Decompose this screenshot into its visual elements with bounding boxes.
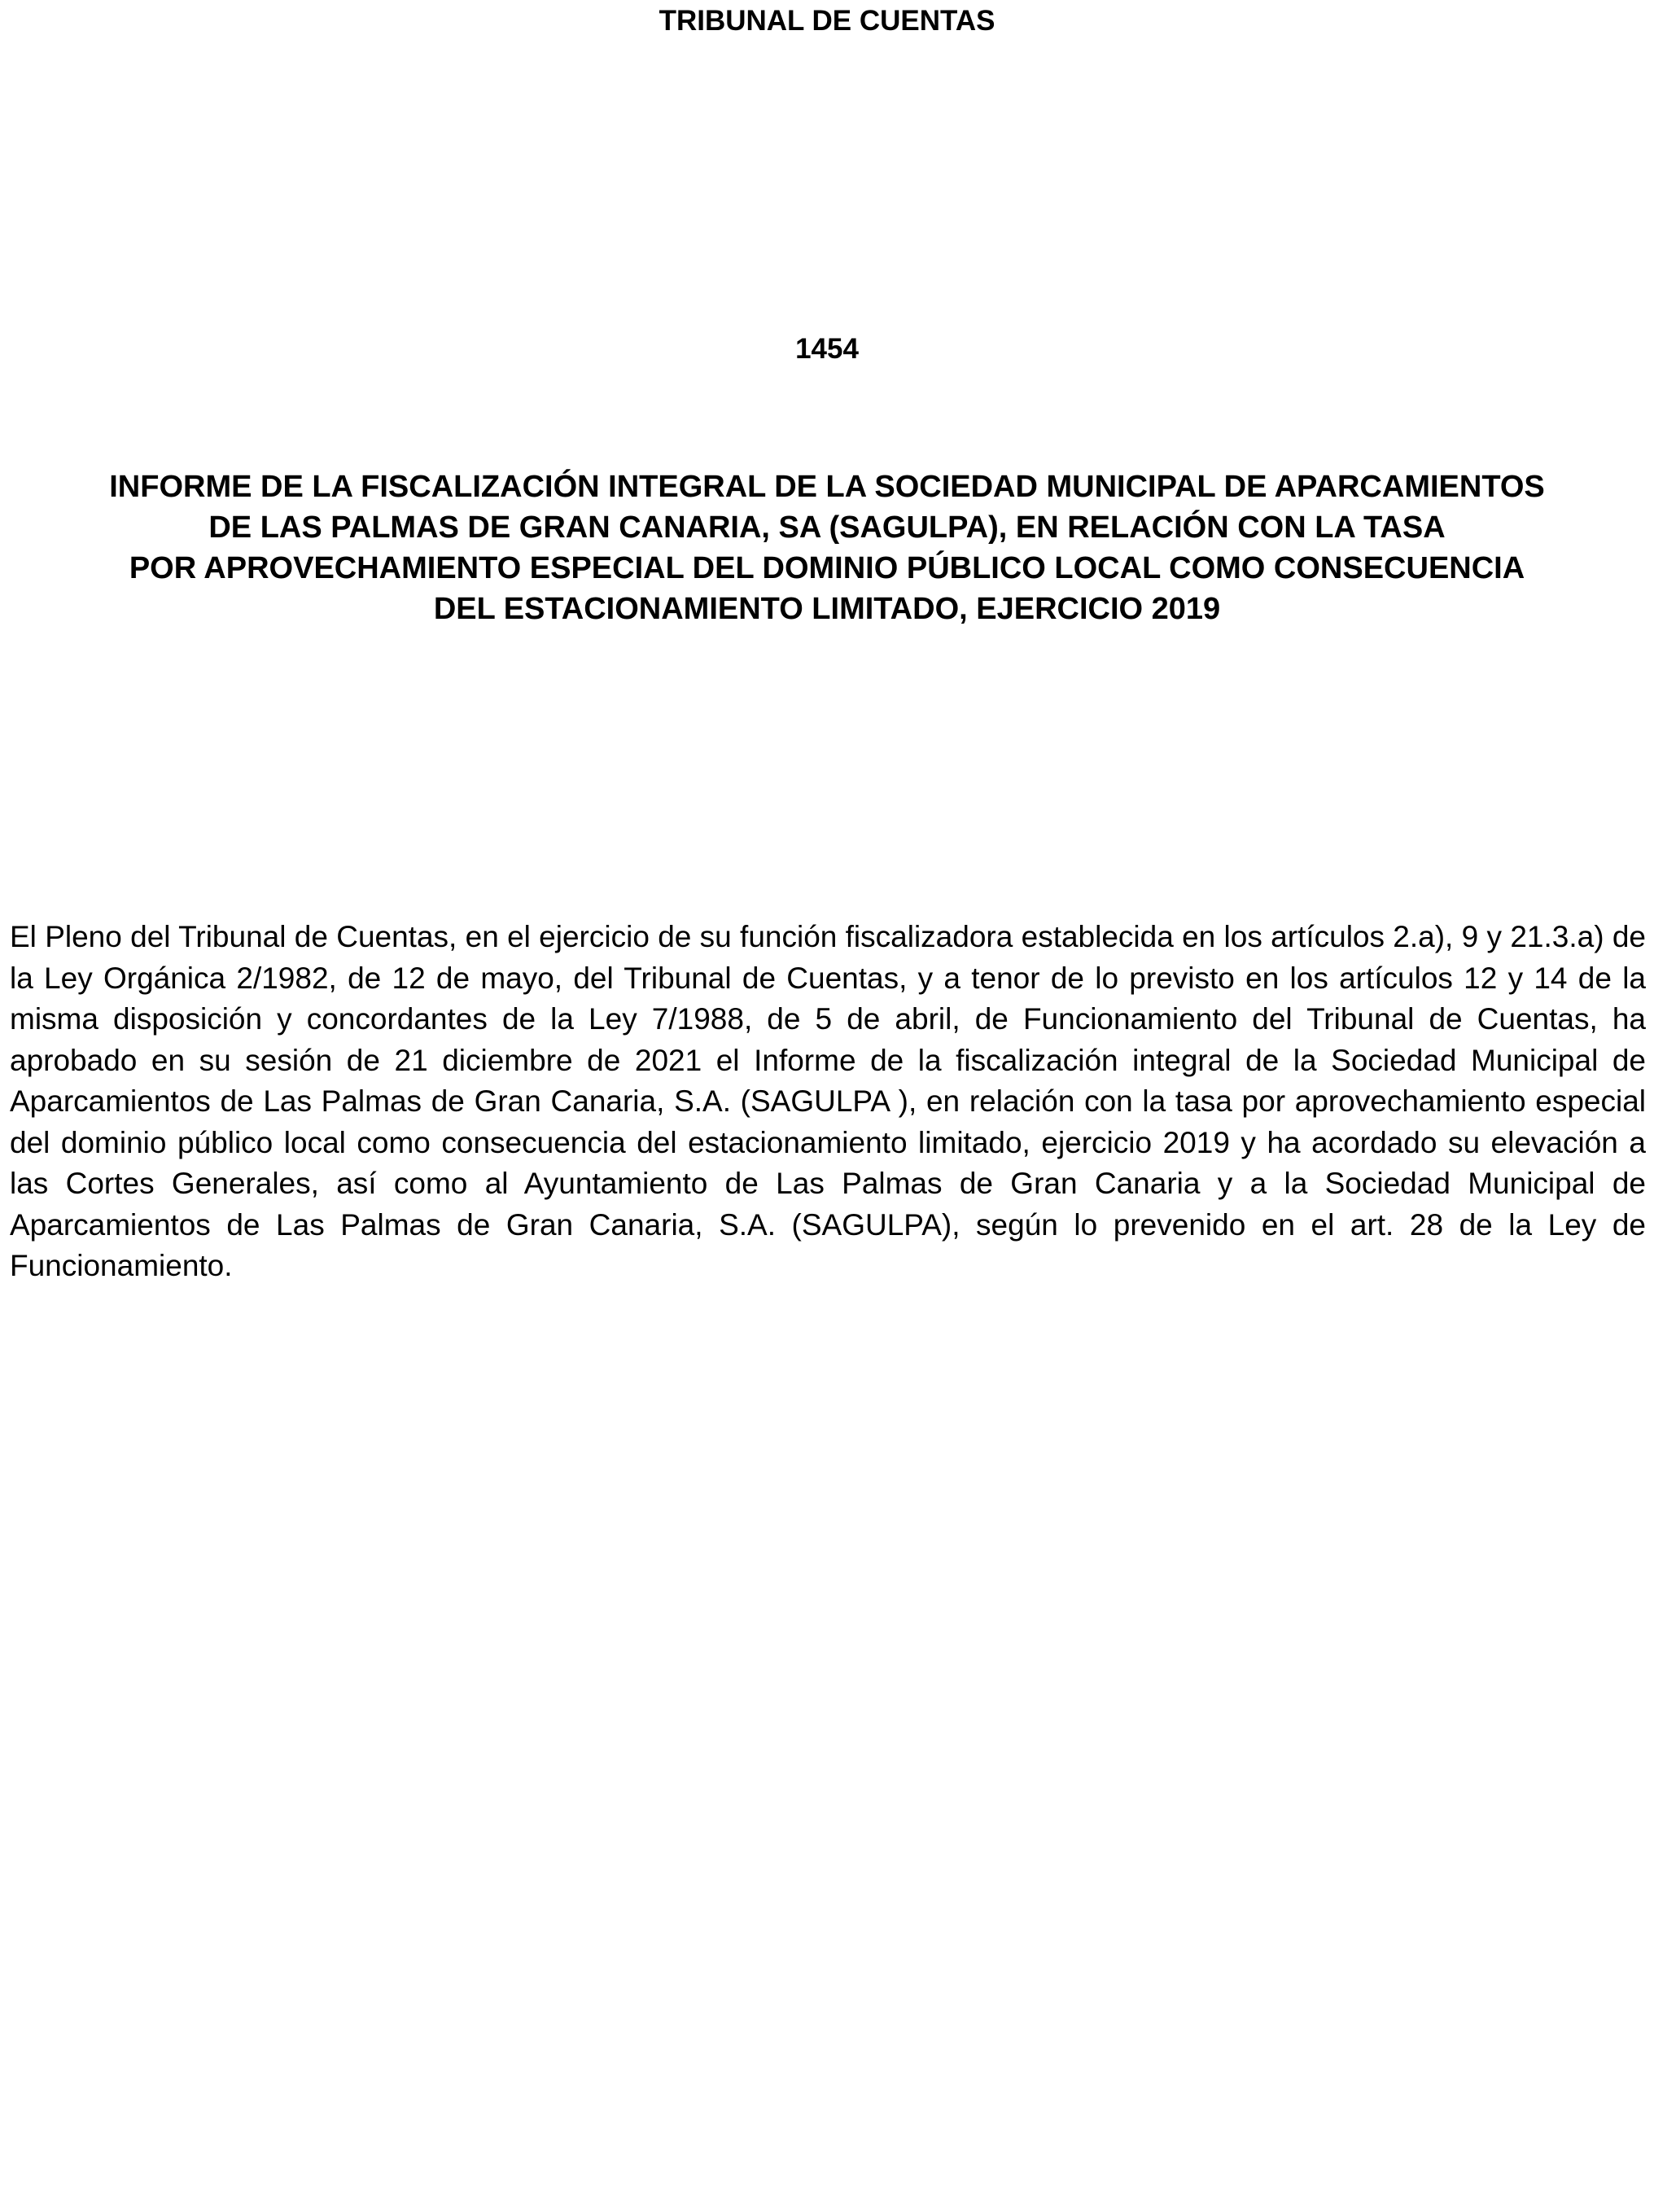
resolution-paragraph: El Pleno del Tribunal de Cuentas, en el ejercicio de su función fiscalizadora establecida en los artículos 2.a), 9 y 21.3.a) de la Ley Orgánica 2/1982, de 12 de mayo, del Tribunal de Cuentas, y a tenor de lo previsto en los artículos 12 y 14 de la misma disposición y concordantes de la Ley 7/1988, de 5 de abril, de Funcionamiento del Tribunal de Cuentas, ha aprobado en su sesión de 21 diciembre de 2021 el Informe de la fiscalización integral de la Sociedad Municipal de Aparcamientos de Las Palmas de Gran Canaria, S.A. (SAGULPA ), en relación con la tasa por aprovechamiento especial del dominio público local como consecuencia del estacionamiento limitado, ejercicio 2019 y ha acordado su elevación a las Cortes Generales, así como al Ayuntamiento de Las Palmas de Gran Canaria y a la Sociedad Municipal de Aparcamientos de Las Palmas de Gran Canaria, S.A. (SAGULPA), según lo prevenido en el art. 28 de la Ley de Funcionamiento.	[10, 920, 1646, 1282]
report-title	[0, 466, 1654, 629]
report-title-line: DE LAS PALMAS DE GRAN CANARIA, SA (SAGULPA), EN RELACIÓN CON LA TASA	[208, 510, 1446, 545]
report-title-line: INFORME DE LA FISCALIZACIÓN INTEGRAL DE LA SOCIEDAD MUNICIPAL DE APARCAMIENTOS	[109, 470, 1545, 504]
document-number: 1454	[795, 333, 859, 365]
report-title-line: POR APROVECHAMIENTO ESPECIAL DEL DOMINIO PÚBLICO LOCAL COMO CONSECUENCIA	[129, 551, 1525, 585]
report-title-line: DEL ESTACIONAMIENTO LIMITADO, EJERCICIO 2019	[433, 592, 1221, 626]
institution-header: TRIBUNAL DE CUENTAS	[659, 5, 995, 37]
